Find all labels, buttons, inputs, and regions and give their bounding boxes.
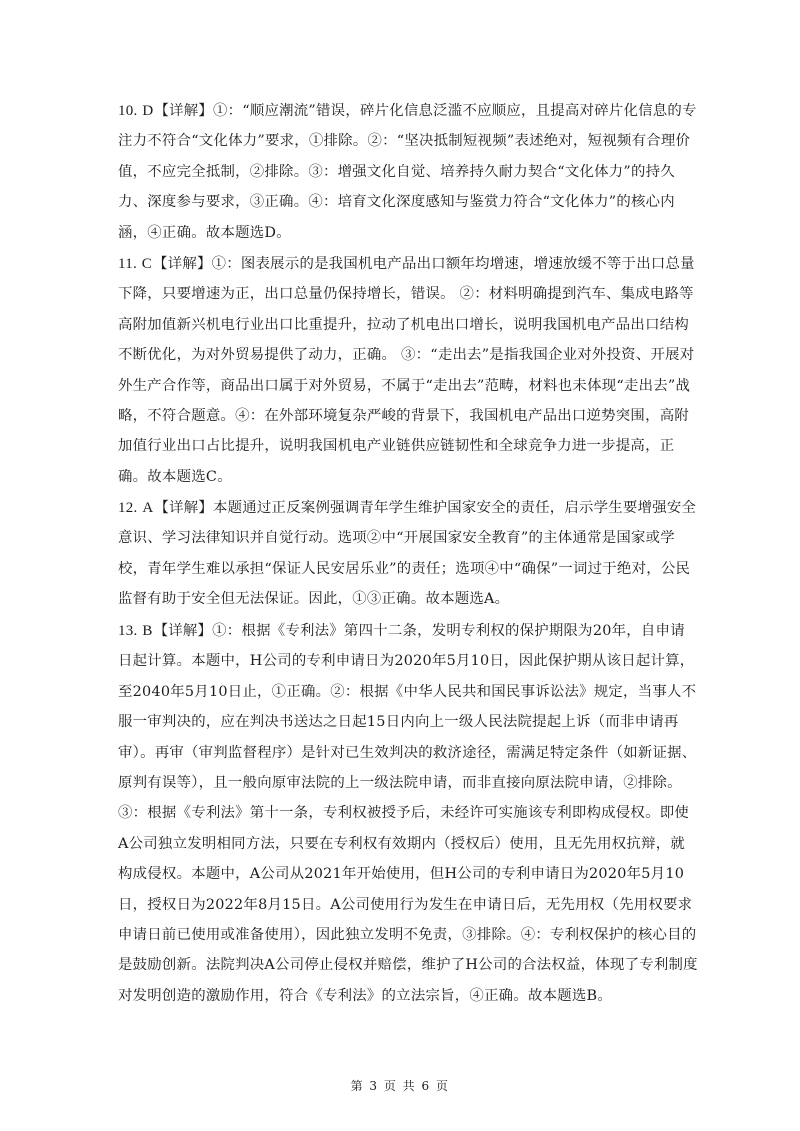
page-footer: 第 3 页 共 6 页 (350, 1079, 450, 1093)
answer-explanation (118, 616, 698, 1011)
item-number: 11. (118, 256, 137, 272)
answer-item-10 (118, 96, 698, 248)
answer-letter: A (142, 500, 154, 516)
answer-letter: C (141, 256, 153, 272)
answer-letter: D (142, 103, 154, 119)
explanation-text: 【详解】①：“顺应潮流”错误，碎片化信息泛滥不应顺应，且提高对碎片化信息的专注力不符合“文化体力”要求，①排除。②：“坚决抵制短视频”表述绝对，短视频有合理价值，不应完全抵制，②排除。③：增强文化自觉、培养持久耐力契合“文化体力”的持久力、深度参与要求，③正确。④：培育文化深度感知与鉴赏力符合“文化体力”的核心内涵，④正确。故本题选D。 (118, 103, 697, 241)
explanation-text: 【详解】①：图表展示的是我国机电产品出口额年均增速，增速放缓不等于出口总量下降，只要增速为正，出口总量仍保持增长，错误。 ②：材料明确提到汽车、集成电路等高附加值新兴机电行业出口比重提升，拉动了机电出口增长，说明我国机电产品出口结构不断优化，为对外贸易提供了动力，正确。 ③：“走出去”是指我国企业对外投资、开展对外生产合作等，商品出口属于对外贸易，不属于“走出去”范畴，材料也未体现“走出去”战略，不符合题意。④：在外部环境复杂严峻的背景下，我国机电产品出口逆势突围，高附加值行业出口占比提升，说明我国机电产业链供应链韧性和全球竞争力进一步提高，正确。故本题选C。 (118, 256, 695, 485)
answer-item-13 (118, 616, 698, 1011)
answer-item-12 (118, 493, 698, 615)
explanation-text: 【详解】①：根据《专利法》第四十二条，发明专利权的保护期限为20年，自申请日起计算。本题中，H公司的专利申请日为2020年5月10日，因此保护期从该日起计算，至2040年5月10日止，①正确。②：根据《中华人民共和国民事诉讼法》规定，当事人不服一审判决的，应在判决书送达之日起15日内向上一级人民法院提起上诉（而非申请再审）。再审（审判监督程序）是针对已生效判决的救济途径，需满足特定条件（如新证据、原判有误等），且一般向原审法院的上一级法院申请，而非直接向原法院申请，②排除。③：根据《专利法》第十一条，专利权被授予后，未经许可实施该专利即构成侵权。即使A公司独立发明相同方法，只要在专利权有效期内（授权后）使用，且无先用权抗辩，就构成侵权。本题中，A公司从2021年开始使用，但H公司的专利申请日为2020年5月10日，授权日为2022年8月15日。A公司使用行为发生在申请日后，无先用权（先用权要求申请日前已使用或准备使用），因此独立发明不免责，③排除。④：专利权保护的核心目的是鼓励创新。法院判决A公司停止侵权并赔偿，维护了H公司的合法权益，体现了专利制度对发明创造的激励作用，符合《专利法》的立法宗旨，④正确。故本题选B。 (118, 623, 698, 1004)
item-number: 10. (118, 103, 138, 119)
answer-explanation (118, 249, 698, 492)
answer-explanation (118, 493, 698, 615)
answer-item-11 (118, 249, 698, 492)
explanation-text: 【详解】本题通过正反案例强调青年学生维护国家安全的责任，启示学生要增强安全意识、学习法律知识并自觉行动。选项②中“开展国家安全教育”的主体通常是国家或学校，青年学生难以承担“保证人民安居乐业”的责任；选项④中“确保”一词过于绝对，公民监督有助于安全但无法保证。因此，①③正确。故本题选A。 (118, 500, 697, 608)
answer-explanation (118, 96, 698, 248)
item-number: 13. (118, 623, 138, 639)
item-number: 12. (118, 500, 138, 516)
answer-letter: B (142, 623, 153, 639)
